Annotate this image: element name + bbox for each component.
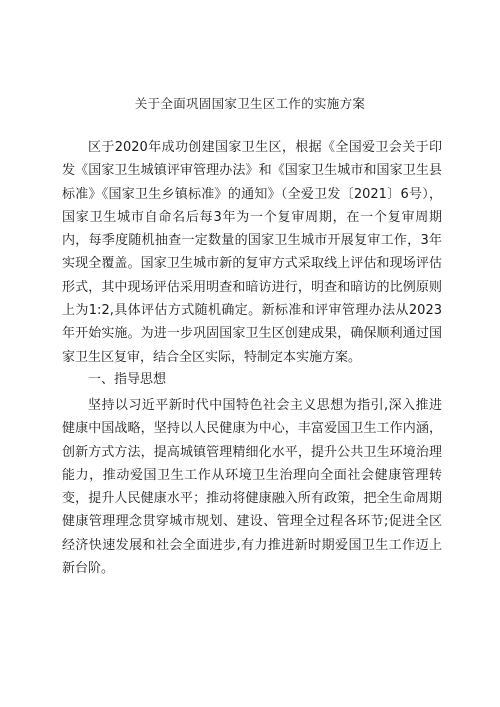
section-paragraph: 坚持以习近平新时代中国特色社会主义思想为指引,深入推进健康中国战略，坚持以人民健康为中心，丰富爱国卫生工作内涵，创新方式方法，提高城镇管理精细化水平，提升公共卫生环境治理能力，推动爱国卫生工作从环境卫生治理向全面社会健康管理转变，提升人民健康水平；推动将健康融入所有政策，把全生命周期健康管理理念贯穿城市规划、建设、管理全过程各环节;促进全区经济快速发展和社会全面进步,有力推进新时期爱国卫生工作迈上新台阶。 — [62, 398, 442, 577]
section-heading: 一、指导思想 — [88, 372, 167, 387]
intro-paragraph: 区于2020年成功创建国家卫生区，根据《全国爱卫会关于印发《国家卫生城镇评审管理办法》和《国家卫生城市和国家卫生县标准》《国家卫生乡镇标准》的通知》（全爱卫发〔2021〕6号），国家卫生城市自命名后每3年为一个复审周期，在一个复审周期内，每季度随机抽查一定数量的国家卫生城市开展复审工作，3年实现全覆盖。国家卫生城市新的复审方式采取线上评估和现场评估形式，其中现场评估采用明查和暗访进行，明查和暗访的比例原则上为1:2,具体评估方式随机确定。新标准和评审管理办法从2023年开始实施。为进一步巩固国家卫生区创建成果，确保顺利通过国家卫生区复审，结合全区实际，特制定本实施方案。 — [62, 140, 442, 365]
document-title: 关于全面巩固国家卫生区工作的实施方案 — [134, 96, 366, 111]
